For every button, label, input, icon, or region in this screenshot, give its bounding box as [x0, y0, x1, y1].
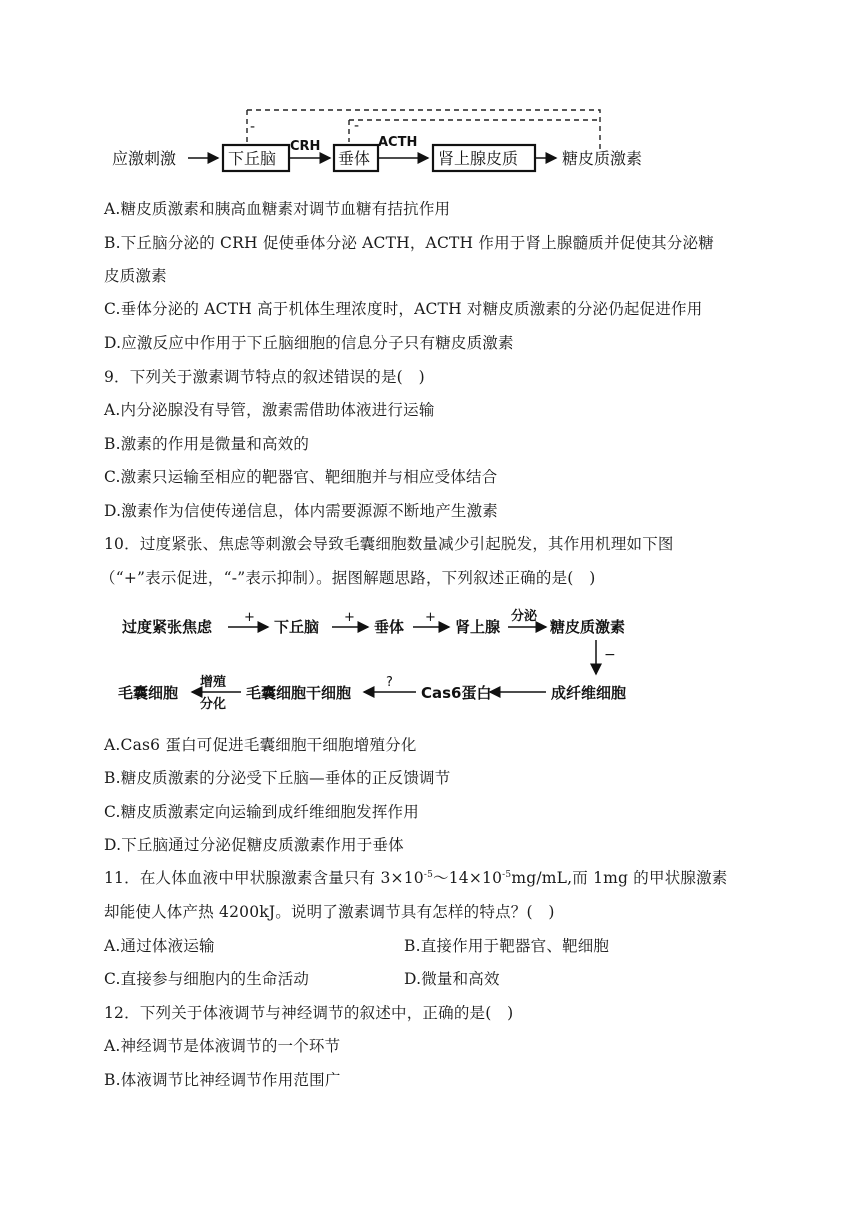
- q8-option-c: C.垂体分泌的 ACTH 高于机体生理浓度时，ACTH 对糖皮质激素的分泌仍起促进作用: [104, 300, 703, 318]
- q11-stem-line2: 却能使人体产热 4200kJ。说明了激素调节具有怎样的特点？( ): [104, 903, 555, 921]
- q8-option-d: D.应激反应中作用于下丘脑细胞的信息分子只有糖皮质激素: [104, 334, 514, 352]
- glucocorticoid-label: 糖皮质激素: [550, 618, 626, 636]
- q11-options-row1: [104, 935, 215, 957]
- hpa-axis-diagram: [100, 100, 680, 180]
- minus-label-1: -: [250, 119, 256, 135]
- acth-label: ACTH: [378, 135, 418, 150]
- q11-stem-line1: [104, 867, 728, 889]
- hair-loss-mechanism-diagram: [110, 604, 670, 720]
- q10-stem-line2: （“+”表示促进，“-”表示抑制）。据图解题思路，下列叙述正确的是( ): [100, 569, 596, 587]
- q9-option-b: B.激素的作用是微量和高效的: [104, 435, 310, 453]
- hormone-label: 糖皮质激素: [562, 149, 643, 168]
- q9-option-c: C.激素只运输至相应的靶器官、靶细胞并与相应受体结合: [104, 468, 498, 486]
- q11-option-d: D.微量和高效: [404, 970, 500, 988]
- hypothalamus-label: 下丘脑: [228, 149, 277, 168]
- pituitary-label-2: 垂体: [374, 618, 405, 636]
- hypothalamus-label-2: 下丘脑: [274, 618, 320, 636]
- plus-label-2: +: [344, 610, 355, 625]
- differentiation-label: 分化: [200, 697, 227, 712]
- minus-label-3: −: [604, 647, 616, 663]
- q10-option-c: C.糖皮质激素定向运输到成纤维细胞发挥作用: [104, 803, 419, 821]
- cas6-label: Cas6蛋白: [421, 684, 492, 702]
- q11-option-c: C.直接参与细胞内的生命活动: [104, 970, 310, 988]
- q10-option-a: A.Cas6 蛋白可促进毛囊细胞干细胞增殖分化: [104, 736, 417, 754]
- secrete-label: 分泌: [511, 609, 538, 624]
- q10-option-d: D.下丘脑通过分泌促糖皮质激素作用于垂体: [104, 836, 404, 854]
- plus-label-1: +: [244, 610, 255, 625]
- q11-stem-post: mg/mL,而 1mg 的甲状腺激素: [511, 869, 728, 887]
- q12-option-b: B.体液调节比神经调节作用范围广: [104, 1071, 341, 1089]
- q11-option-b: B.直接作用于靶器官、靶细胞: [404, 937, 610, 955]
- adrenal-label: 肾上腺: [455, 618, 501, 636]
- q11-exponent-1: -5: [423, 869, 433, 880]
- stem-cell-label: 毛囊细胞干细胞: [246, 684, 352, 702]
- q11-stem-pre: 11．在人体血液中甲状腺激素含量只有 3×10: [104, 869, 424, 887]
- pituitary-label: 垂体: [338, 149, 371, 168]
- q9-option-a: A.内分泌腺没有导管，激素需借助体液进行运输: [104, 401, 435, 419]
- q12-option-a: A.神经调节是体液调节的一个环节: [104, 1037, 341, 1055]
- q11-stem-mid: ～14×10: [433, 869, 503, 887]
- q8-option-b-line2: 皮质激素: [104, 267, 167, 285]
- adrenal-cortex-label: 肾上腺皮质: [438, 149, 519, 168]
- minus-label-2: -: [354, 118, 360, 134]
- plus-label-3: +: [425, 610, 436, 625]
- crh-label: CRH: [290, 139, 321, 154]
- q9-stem: 9．下列关于激素调节特点的叙述错误的是( ): [104, 368, 425, 386]
- fibroblast-label: 成纤维细胞: [551, 684, 627, 702]
- q8-option-b-line1: B.下丘脑分泌的 CRH 促使垂体分泌 ACTH，ACTH 作用于肾上腺髓质并促使其分泌糖: [104, 234, 714, 252]
- question-label: ?: [386, 675, 393, 690]
- stress-label: 过度紧张焦虑: [122, 618, 213, 636]
- follicle-cell-label: 毛囊细胞: [118, 684, 179, 702]
- stimulus-label: 应激刺激: [112, 149, 177, 168]
- q11-exponent-2: -5: [502, 869, 512, 880]
- q10-option-b: B.糖皮质激素的分泌受下丘脑—垂体的正反馈调节: [104, 769, 451, 787]
- q10-stem-line1: 10．过度紧张、焦虑等刺激会导致毛囊细胞数量减少引起脱发，其作用机理如下图: [104, 535, 674, 553]
- proliferation-label: 增殖: [200, 675, 227, 690]
- q9-option-d: D.激素作为信使传递信息，体内需要源源不断地产生激素: [104, 502, 499, 520]
- q12-stem: 12．下列关于体液调节与神经调节的叙述中，正确的是( ): [104, 1004, 514, 1022]
- q11-option-a: A.通过体液运输: [104, 937, 215, 955]
- q8-option-a: A.糖皮质激素和胰高血糖素对调节血糖有拮抗作用: [104, 200, 451, 218]
